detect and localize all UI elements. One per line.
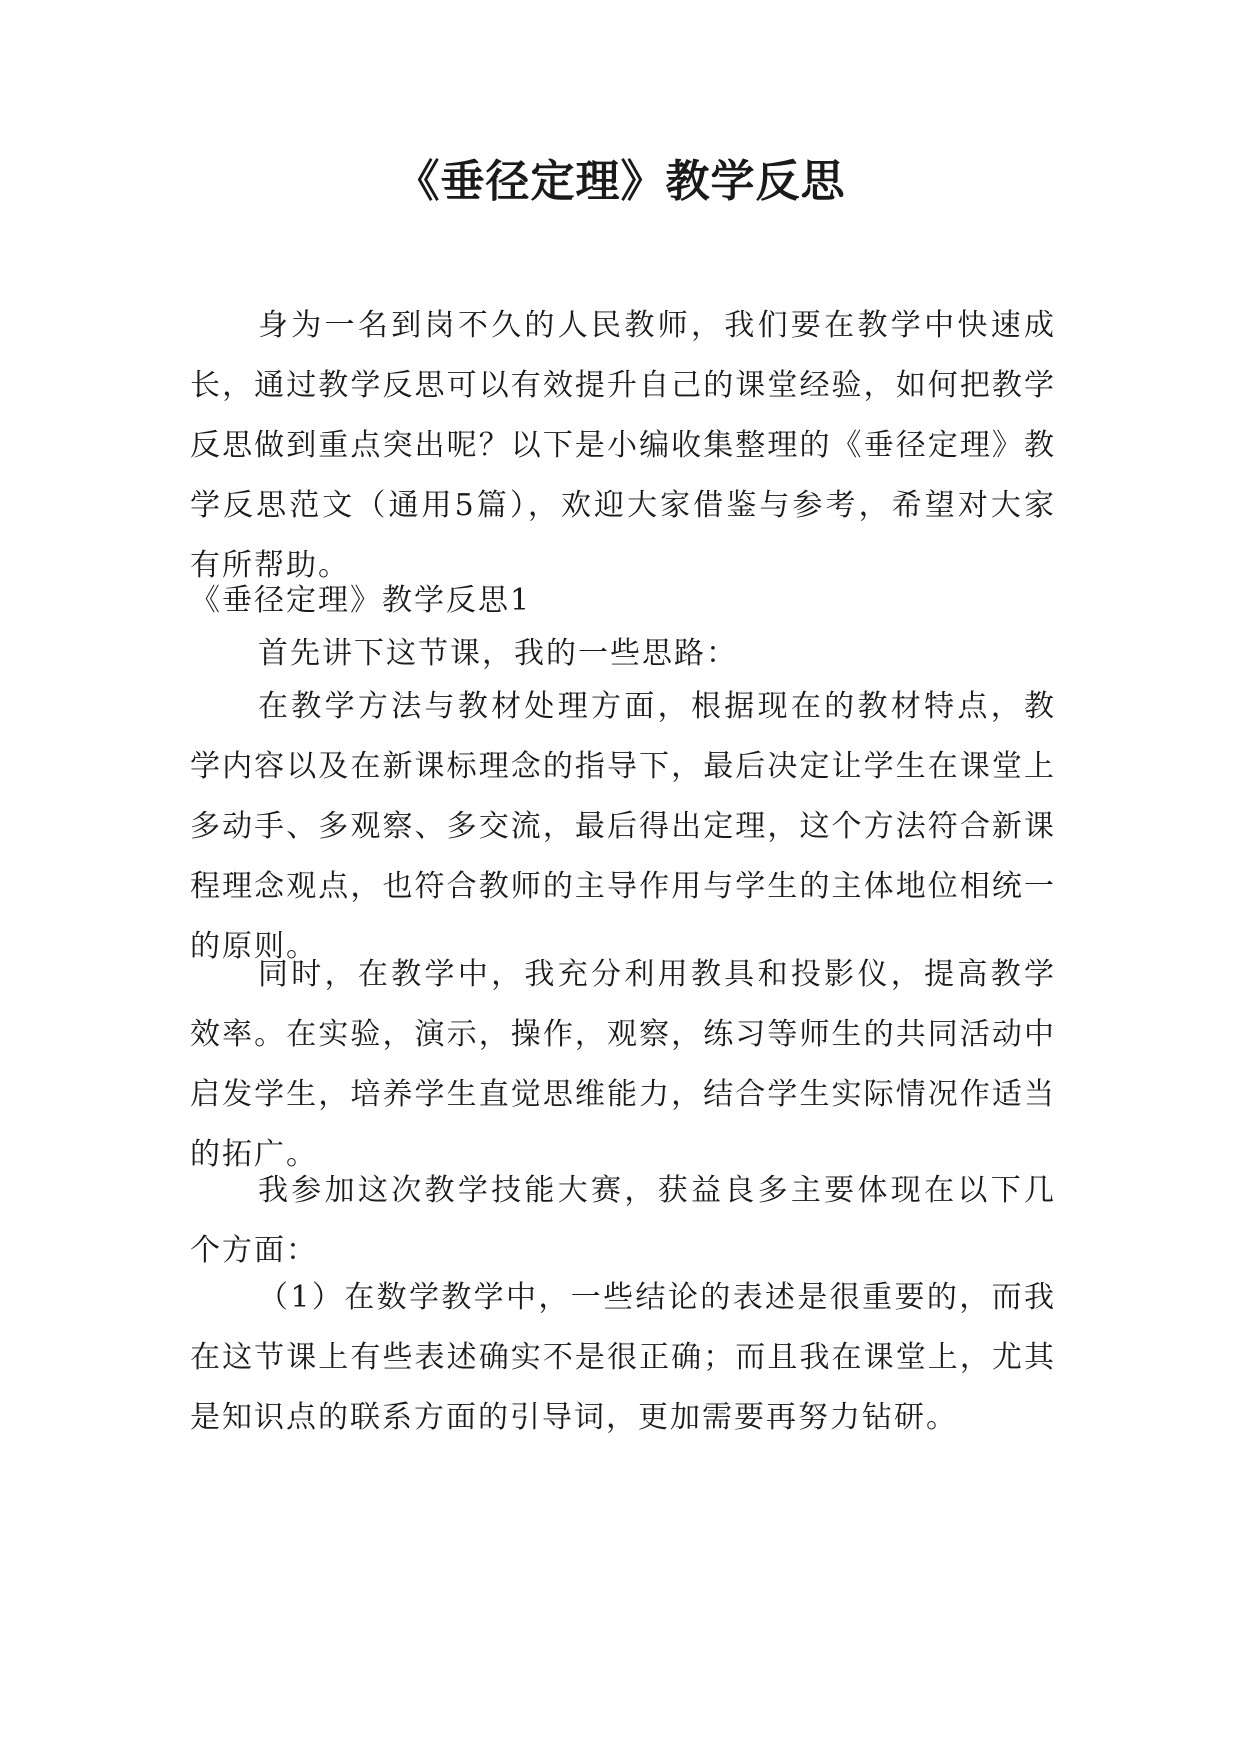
paragraph-4: 我参加这次教学技能大赛，获益良多主要体现在以下几个方面： [190,1173,1056,1268]
paragraph-3: 同时，在教学中，我充分利用教具和投影仪，提高教学效率。在实验，演示，操作，观察，练习等师生的共同活动中启发学生，培养学生直觉思维能力，结合学生实际情况作适当的拓广。 [190,957,1056,1172]
section-heading: 《垂径定理》教学反思1 [190,583,532,618]
paragraph-1: 首先讲下这节课，我的一些思路： [258,636,738,671]
paragraph-2: 在教学方法与教材处理方面，根据现在的教材特点，教学内容以及在新课标理念的指导下，最后决定让学生在课堂上多动手、多观察、多交流，最后得出定理，这个方法符合新课程理念观点，也符合教师的主导作用与学生的主体地位相统一的原则。 [190,689,1056,964]
intro-paragraph: 身为一名到岗不久的人民教师，我们要在教学中快速成长，通过教学反思可以有效提升自己的课堂经验，如何把教学反思做到重点突出呢？以下是小编收集整理的《垂径定理》教学反思范文（通用5篇），欢迎大家借鉴与参考，希望对大家有所帮助。 [190,308,1056,583]
document-title: 《垂径定理》教学反思 [395,156,846,207]
paragraph-5: （1）在数学教学中，一些结论的表述是很重要的，而我在这节课上有些表述确实不是很正确；而且我在课堂上，尤其是知识点的联系方面的引导词，更加需要再努力钻研。 [190,1280,1056,1435]
